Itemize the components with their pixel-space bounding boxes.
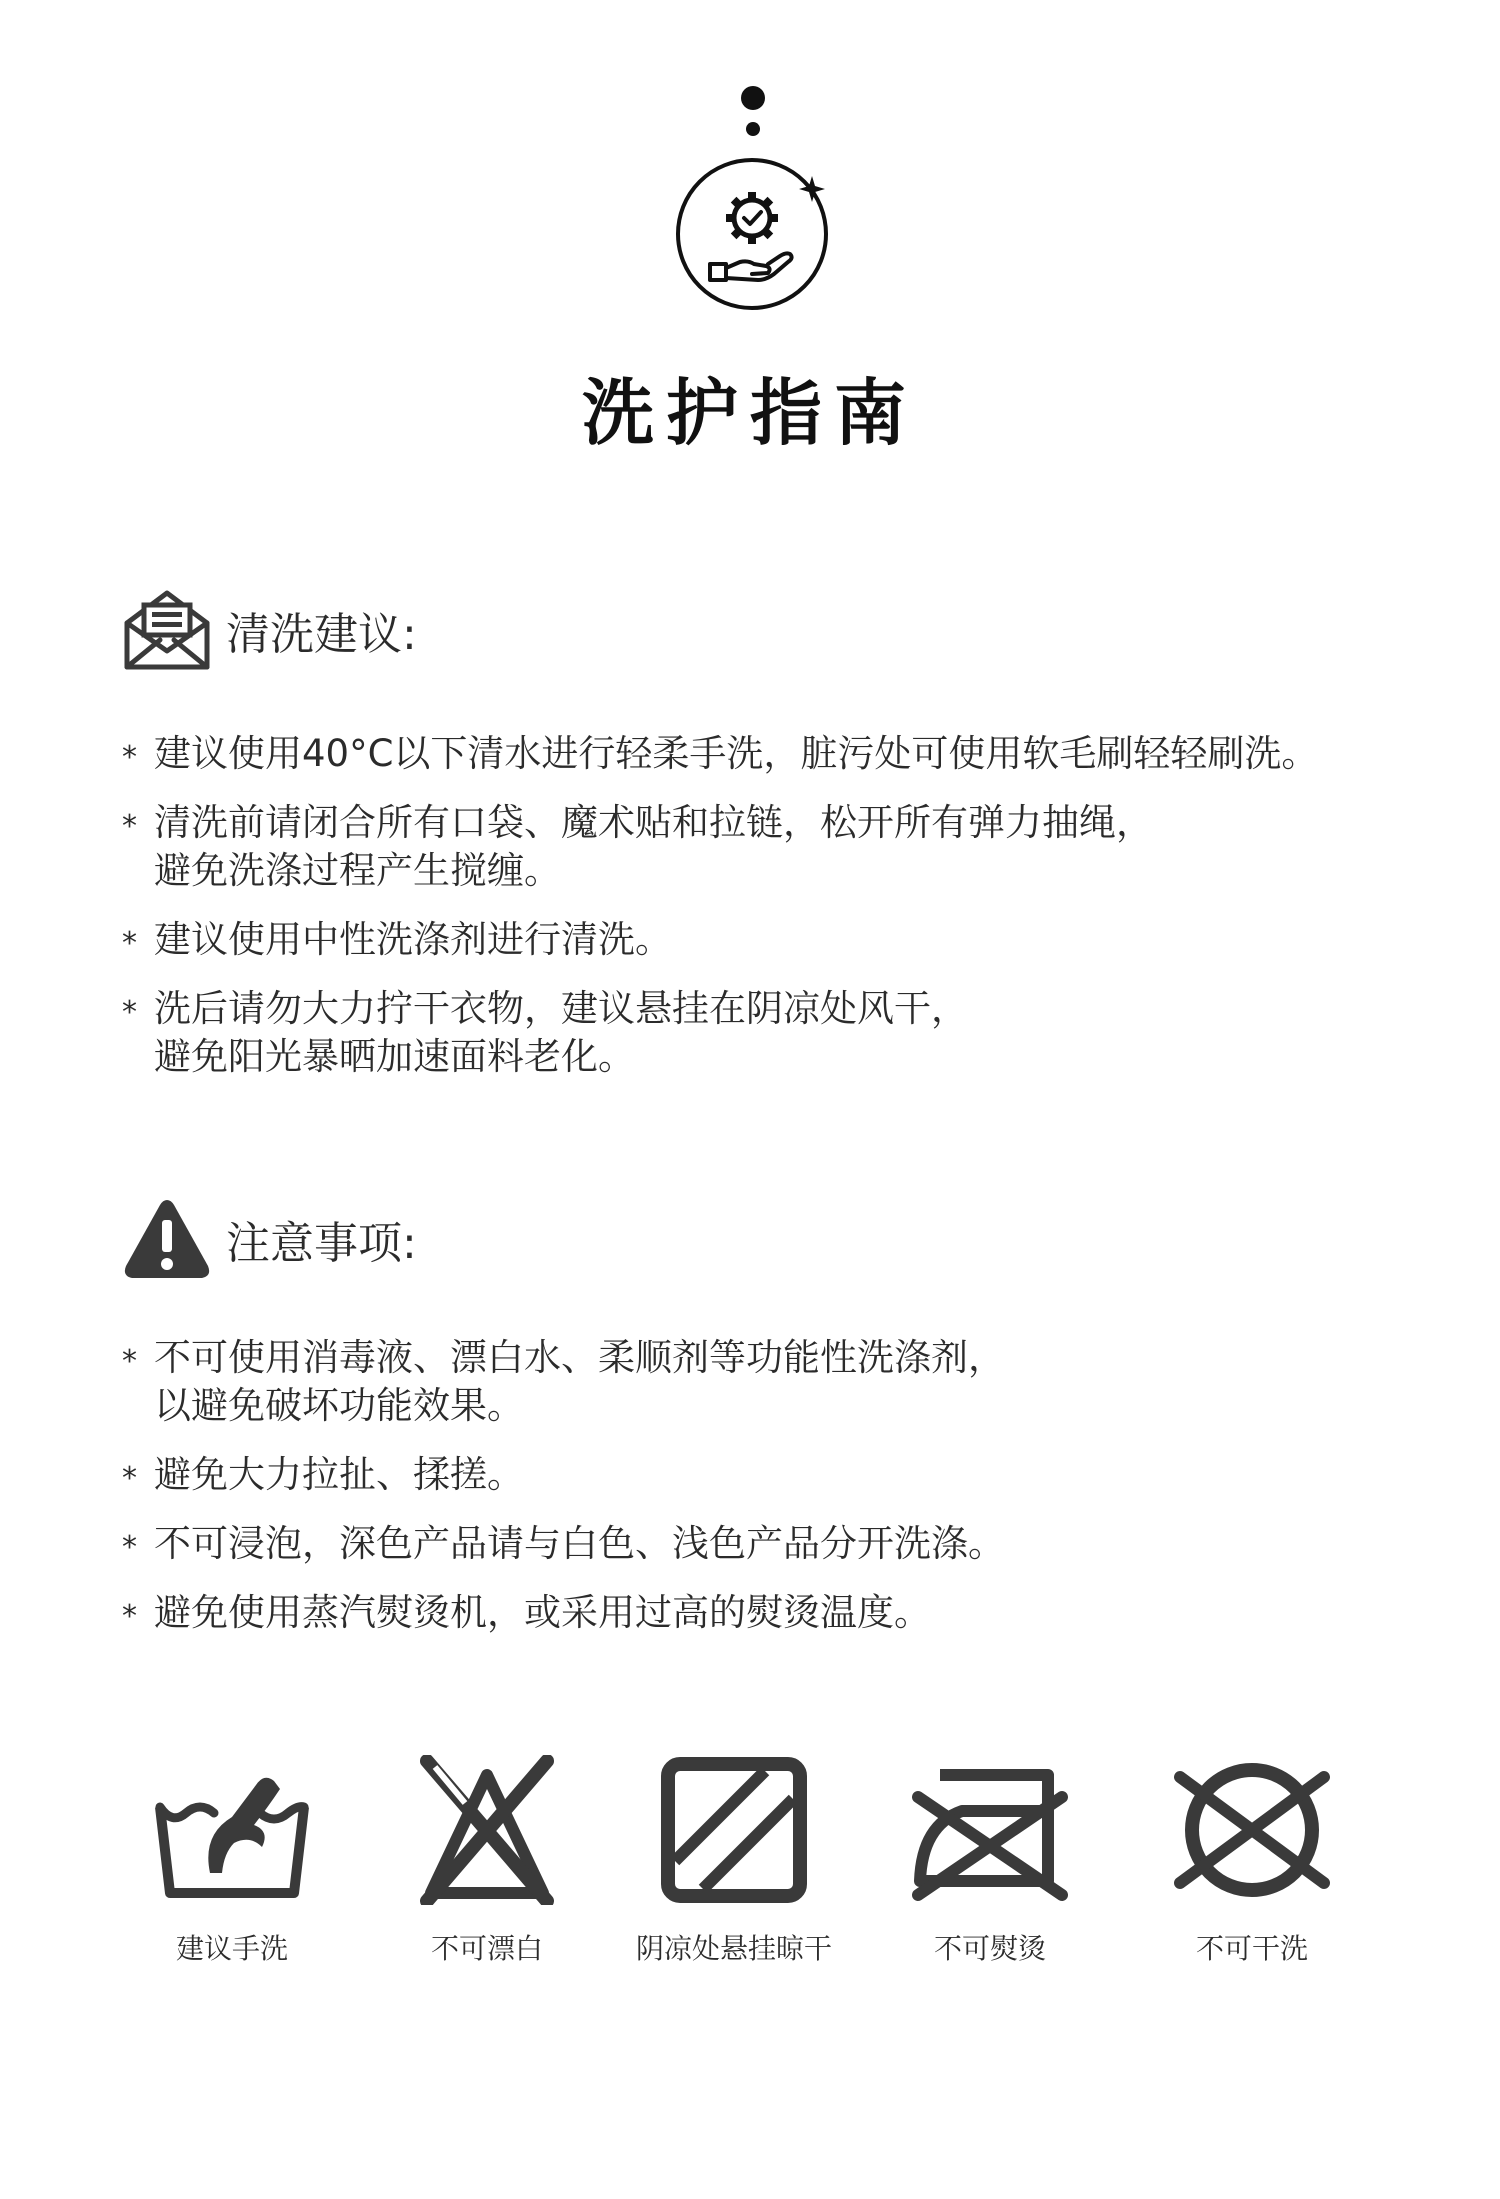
care-symbol-hand-wash — [132, 1755, 332, 1967]
list-item: * 不可使用消毒液、漂白水、柔顺剂等功能性洗涤剂， 以避免破坏功能效果。 — [122, 1336, 1005, 1427]
cleaning-section-header — [122, 585, 417, 675]
hand-wash-icon — [152, 1755, 312, 1905]
care-symbol-no-dry-clean — [1152, 1755, 1352, 1967]
gear-check-hand-icon — [674, 156, 830, 312]
no-iron-icon — [910, 1755, 1070, 1905]
page-title: 洗护指南 — [581, 371, 918, 455]
no-dry-clean-icon — [1172, 1755, 1332, 1905]
bullet-star-icon: * — [122, 926, 137, 961]
list-item: * 避免使用蒸汽熨烫机，或采用过高的熨烫温度。 — [122, 1589, 1422, 1637]
care-symbol-shade-dry — [634, 1755, 834, 1967]
bullet-star-icon: * — [122, 995, 137, 1030]
list-item: * 洗后请勿大力拧干衣物，建议悬挂在阴凉处风干， 避免阳光暴晒加速面料老化。 — [122, 987, 968, 1078]
notes-list — [122, 1334, 1422, 1658]
care-symbol-no-iron — [890, 1755, 1090, 1967]
list-item: * 建议使用中性洗涤剂进行清洗。 — [122, 916, 1422, 964]
cleaning-heading: 清洗建议: — [226, 609, 417, 660]
bullet-star-icon: * — [122, 1344, 137, 1379]
list-item: * 不可浸泡，深色产品请与白色、浅色产品分开洗涤。 — [122, 1520, 1422, 1568]
warning-triangle-icon — [122, 1194, 212, 1284]
bullet-star-icon: * — [122, 809, 137, 844]
care-symbol-label: 不可干洗 — [1195, 1932, 1308, 1965]
decor-dot-small — [746, 122, 760, 136]
decor-dot-large — [741, 86, 765, 110]
no-bleach-icon — [417, 1755, 557, 1905]
cleaning-list — [122, 730, 1422, 1102]
shade-dry-icon — [659, 1755, 809, 1905]
notes-heading: 注意事项: — [226, 1218, 417, 1269]
list-item: * 避免大力拉扯、揉搓。 — [122, 1451, 1422, 1499]
care-symbol-label: 不可熨烫 — [933, 1932, 1046, 1965]
care-symbol-label: 阴凉处悬挂晾干 — [635, 1932, 832, 1965]
list-item: * 清洗前请闭合所有口袋、魔术贴和拉链，松开所有弹力抽绳， 避免洗涤过程产生搅缠。 — [122, 801, 1153, 892]
notes-section-header — [122, 1194, 417, 1284]
bullet-star-icon: * — [122, 740, 137, 775]
list-item: * 建议使用40°C以下清水进行轻柔手洗，脏污处可使用软毛刷轻轻刷洗。 — [122, 730, 1422, 778]
care-symbol-label: 建议手洗 — [175, 1932, 288, 1965]
bullet-star-icon: * — [122, 1461, 137, 1496]
bullet-star-icon: * — [122, 1599, 137, 1634]
care-symbol-label: 不可漂白 — [430, 1932, 543, 1965]
bullet-star-icon: * — [122, 1530, 137, 1565]
care-symbol-no-bleach — [387, 1755, 587, 1967]
envelope-icon — [122, 585, 212, 675]
